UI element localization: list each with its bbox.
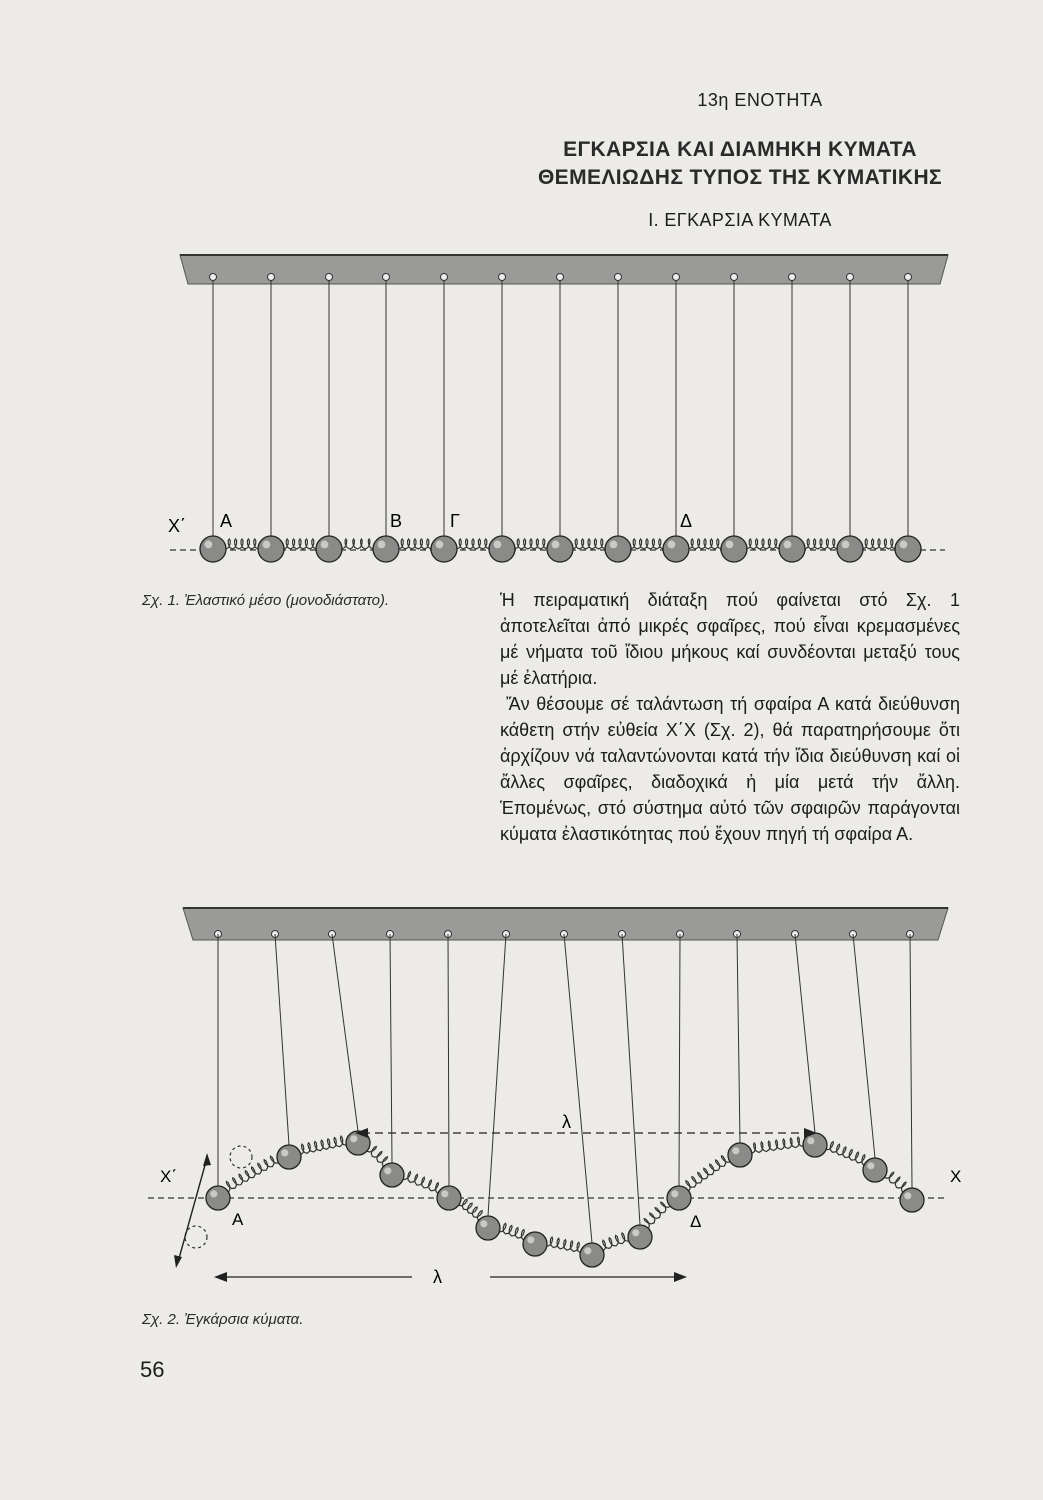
fig2-string-8	[622, 934, 640, 1225]
fig2-sphere-8-highlight	[584, 1247, 591, 1254]
fig1-sphere-12-highlight	[842, 541, 850, 549]
fig1-sphere-6	[489, 536, 515, 562]
fig1-sphere-6-highlight	[494, 541, 502, 549]
fig2-sphere-9	[628, 1225, 652, 1249]
fig1-sphere-3	[316, 536, 342, 562]
fig2-sphere-10	[667, 1186, 691, 1210]
fig2-string-11	[795, 934, 815, 1133]
fig1-sphere-11-highlight	[784, 541, 792, 549]
fig2-label-a: A	[232, 1210, 244, 1229]
fig2-sphere-11	[728, 1143, 752, 1167]
fig2-sphere-7-highlight	[527, 1236, 534, 1243]
fig2-string-7	[564, 934, 592, 1243]
fig1-sphere-12	[837, 536, 863, 562]
fig1-sphere-8-highlight	[610, 541, 618, 549]
fig2-string-5	[448, 934, 449, 1186]
fig1-sphere-5	[431, 536, 457, 562]
fig1-hook-2	[268, 274, 275, 281]
fig1-sphere-4	[373, 536, 399, 562]
fig1-sphere-4-highlight	[378, 541, 386, 549]
fig1-hook-5	[441, 274, 448, 281]
fig2-string-12	[853, 934, 875, 1158]
fig2-oscillation-arrow	[174, 1153, 211, 1268]
paragraph-2: Ἄν θέσουμε σέ ταλάντωση τή σφαίρα Α κατά διεύθυνση κάθετη στήν εὐθεία Χ΄Χ (Σχ. 2), θά παρατηρήσουμε ὅτι ἀρχίζουν νά ταλαντώνονται κατά τήν ἴδια διεύθυνση καί οἱ ἄλλες σφαῖρες, διαδοχικά ἡ μία μετά τήν ἄλλη. Ἑπομένως, στό σύστημα αὐτό τῶν σφαιρῶν παράγονται κύματα ἐλαστικότητας πού ἔχουν πηγή τή σφαίρα Α.	[500, 694, 960, 844]
fig2-sphere-12-highlight	[807, 1137, 814, 1144]
fig2-string-13	[910, 934, 912, 1188]
fig1-hook-11	[789, 274, 796, 281]
fig2-sphere-1	[206, 1186, 230, 1210]
fig1-label-g: Γ	[450, 511, 460, 531]
fig2-sphere-9-highlight	[632, 1229, 639, 1236]
fig2-string-4	[390, 934, 392, 1163]
fig2-sphere-14-highlight	[904, 1192, 911, 1199]
fig1-hook-10	[731, 274, 738, 281]
fig2-string-2	[275, 934, 289, 1145]
fig1-sphere-10	[721, 536, 747, 562]
fig1-sphere-13-highlight	[900, 541, 908, 549]
fig2-sphere-13	[863, 1158, 887, 1182]
fig1-sphere-9-highlight	[668, 541, 676, 549]
fig1-sphere-10-highlight	[726, 541, 734, 549]
fig2-sphere-8	[580, 1243, 604, 1267]
fig1-sphere-11	[779, 536, 805, 562]
fig2-string-6	[488, 934, 506, 1216]
fig2-sphere-14	[900, 1188, 924, 1212]
fig1-hook-12	[847, 274, 854, 281]
fig2-lambda-bottom: λ	[433, 1267, 442, 1287]
fig1-sphere-13	[895, 536, 921, 562]
fig1-label-x-prime: X΄	[168, 516, 186, 536]
fig2-springs	[227, 1136, 906, 1253]
fig2-string-9	[679, 934, 680, 1186]
chapter-title-line2: ΘΕΜΕΛΙΩΔΗΣ ΤΥΠΟΣ ΤΗΣ ΚΥΜΑΤΙΚΗΣ	[537, 166, 943, 189]
fig1-pendulums	[210, 274, 912, 537]
fig1-hook-1	[210, 274, 217, 281]
fig2-lambda-arrow-top	[355, 1128, 817, 1138]
fig2-lambda-top: λ	[562, 1112, 571, 1132]
fig2-label-d: Δ	[690, 1212, 702, 1231]
fig2-label-x-prime: X΄	[160, 1167, 177, 1186]
fig2-sphere-7	[523, 1232, 547, 1256]
fig1-sphere-7	[547, 536, 573, 562]
fig2-sphere-4-highlight	[384, 1167, 391, 1174]
fig1-spheres	[200, 536, 921, 562]
fig2-sphere-13-highlight	[867, 1162, 874, 1169]
fig2-sphere-11-highlight	[732, 1147, 739, 1154]
fig1-hook-4	[383, 274, 390, 281]
body-text	[500, 587, 960, 847]
figure-1	[150, 248, 950, 578]
fig1-ceiling-bar	[180, 255, 948, 284]
fig2-sphere-6-highlight	[480, 1220, 487, 1227]
fig2-sphere-6	[476, 1216, 500, 1240]
fig1-sphere-5-highlight	[436, 541, 444, 549]
fig1-hook-3	[326, 274, 333, 281]
fig1-sphere-2-highlight	[263, 541, 271, 549]
chapter-title-line1: ΕΓΚΑΡΣΙΑ ΚΑΙ ΔΙΑΜΗΚΗ ΚΥΜΑΤΑ	[563, 138, 917, 161]
fig1-sphere-7-highlight	[552, 541, 560, 549]
fig2-label-x: X	[950, 1167, 962, 1186]
fig1-hook-13	[905, 274, 912, 281]
paragraph-1: Ἡ πειραματική διάταξη πού φαίνεται στό Σχ. 1 ἀποτελεῖται ἀπό μικρές σφαῖρες, πού εἶναι κρεμασμένες μέ νήματα τοῦ ἴδιου μήκους καί συνδέονται μεταξύ τους μέ ἐλατήρια.	[500, 590, 960, 688]
fig1-sphere-1	[200, 536, 226, 562]
figure-1-caption: Σχ. 1. Ἐλαστικό μέσο (μονοδιάστατο).	[142, 592, 390, 609]
fig2-sphere-1-highlight	[210, 1190, 217, 1197]
section-subtitle: I. ΕΓΚΑΡΣΙΑ ΚΥΜΑΤΑ	[648, 210, 832, 230]
fig1-label-b: B	[390, 511, 403, 531]
fig2-pendulums	[215, 931, 914, 1244]
fig1-sphere-3-highlight	[321, 541, 329, 549]
fig2-sphere-4	[380, 1163, 404, 1187]
fig2-string-3	[332, 934, 358, 1131]
fig2-sphere-3-highlight	[350, 1135, 357, 1142]
fig1-label-d: Δ	[680, 511, 693, 531]
fig1-hook-7	[557, 274, 564, 281]
fig2-sphere-2-highlight	[281, 1149, 288, 1156]
fig2-sphere-10-highlight	[671, 1190, 678, 1197]
section-number: 13η ΕΝΟΤΗΤΑ	[697, 90, 823, 110]
fig2-ghost-sphere-upper	[230, 1146, 252, 1168]
fig2-sphere-2	[277, 1145, 301, 1169]
fig1-hook-8	[615, 274, 622, 281]
fig1-sphere-2	[258, 536, 284, 562]
fig1-sphere-9	[663, 536, 689, 562]
fig2-sphere-5	[437, 1186, 461, 1210]
figure-2	[140, 900, 960, 1300]
fig1-label-a: A	[220, 511, 233, 531]
fig2-sphere-5-highlight	[441, 1190, 448, 1197]
fig2-lambda-arrow-bottom	[214, 1272, 687, 1282]
fig2-string-10	[737, 934, 740, 1143]
page-number: 56	[140, 1357, 165, 1382]
figure-2-caption: Σχ. 2. Ἐγκάρσια κύματα.	[142, 1311, 304, 1328]
fig2-ghost-sphere-lower	[185, 1226, 207, 1248]
fig1-sphere-8	[605, 536, 631, 562]
fig1-hook-6	[499, 274, 506, 281]
fig1-hook-9	[673, 274, 680, 281]
fig1-sphere-1-highlight	[205, 541, 213, 549]
